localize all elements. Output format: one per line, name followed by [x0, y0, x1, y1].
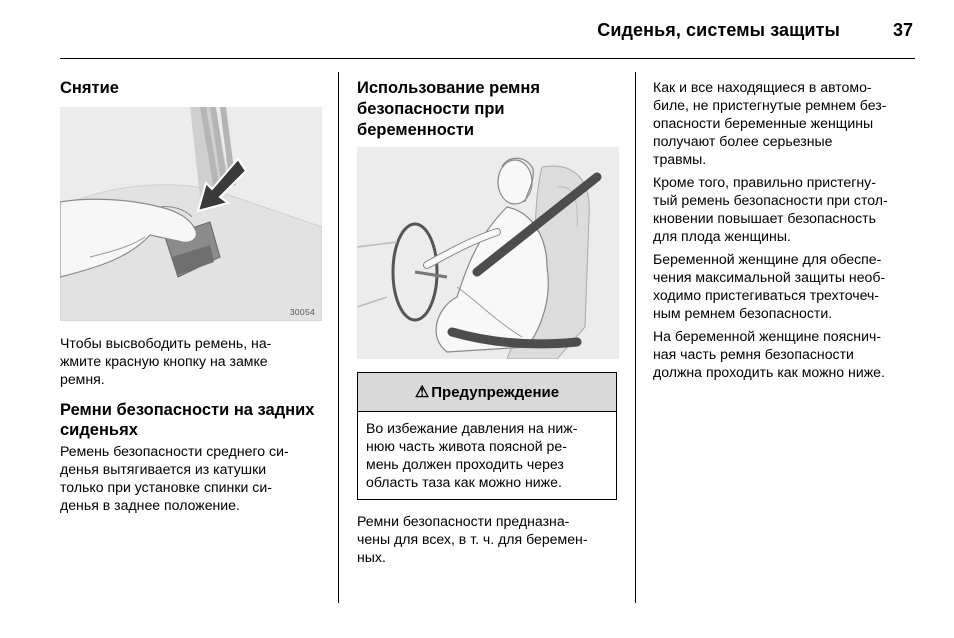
- column-divider: [338, 72, 339, 603]
- page-number: 37: [893, 20, 914, 40]
- column-middle: [357, 78, 622, 566]
- warning-triangle-icon: ⚠: [414, 384, 430, 401]
- paragraph-unbelted-injuries: Как и все находящиеся в автомо- биле, не пристегнутые ремнем без- опасности беременные женщины получают более серьезные травмы.: [653, 79, 887, 167]
- heading-pregnancy-use: Использование ремня безопасности при беременности: [357, 79, 540, 139]
- paragraph-lap-belt-low: На беременной женщине пояснич- ная часть ремня безопасности должна проходить как можно ниже.: [653, 328, 885, 380]
- paragraph-fetus-safety: Кроме того, правильно пристегну- тый ремень безопасности при стол- кновении повышает безопасность для плода женщины.: [653, 174, 888, 244]
- paragraph-release-instructions: Чтобы высвободить ремень, на- жмите красную кнопку на замке ремня.: [60, 335, 272, 387]
- column-divider: [635, 72, 636, 603]
- column-left: [60, 78, 326, 514]
- warning-title: Предупреждение: [431, 383, 560, 401]
- warning-body: [358, 412, 616, 499]
- paragraph-belts-designed: Ремни безопасности предназна- чены для всех, в т. ч. для беремен- ных.: [357, 513, 588, 565]
- warning-box: [357, 372, 617, 500]
- figure-number: 30054: [289, 307, 315, 317]
- header-rule: [60, 58, 915, 59]
- paragraph-rear-belts: Ремень безопасности среднего си- денья вытягивается из катушки только при установке спинки си- денья в заднее положение.: [60, 443, 289, 513]
- column-right: [653, 78, 919, 381]
- section-title: Сиденья, системы защиты: [597, 20, 840, 40]
- figure-pregnant-belted: [357, 147, 619, 359]
- figure-belt-buckle-release: [60, 107, 322, 321]
- warning-text: Во избежание давления на ниж- нюю часть живота поясной ре- мень должен проходить через область таза как можно ниже.: [366, 420, 578, 490]
- heading-removal: Снятие: [60, 79, 119, 97]
- heading-rear-belts: Ремни безопасности на задних сиденьях: [60, 401, 315, 439]
- belt-release-illustration: [60, 107, 322, 321]
- pregnant-driver-illustration: [357, 147, 619, 359]
- warning-header: [358, 373, 616, 412]
- paragraph-three-point: Беременной женщине для обеспе- чения максимальной защиты необ- ходимо пристегиваться трехточеч- ным ремнем безопасности.: [653, 251, 886, 321]
